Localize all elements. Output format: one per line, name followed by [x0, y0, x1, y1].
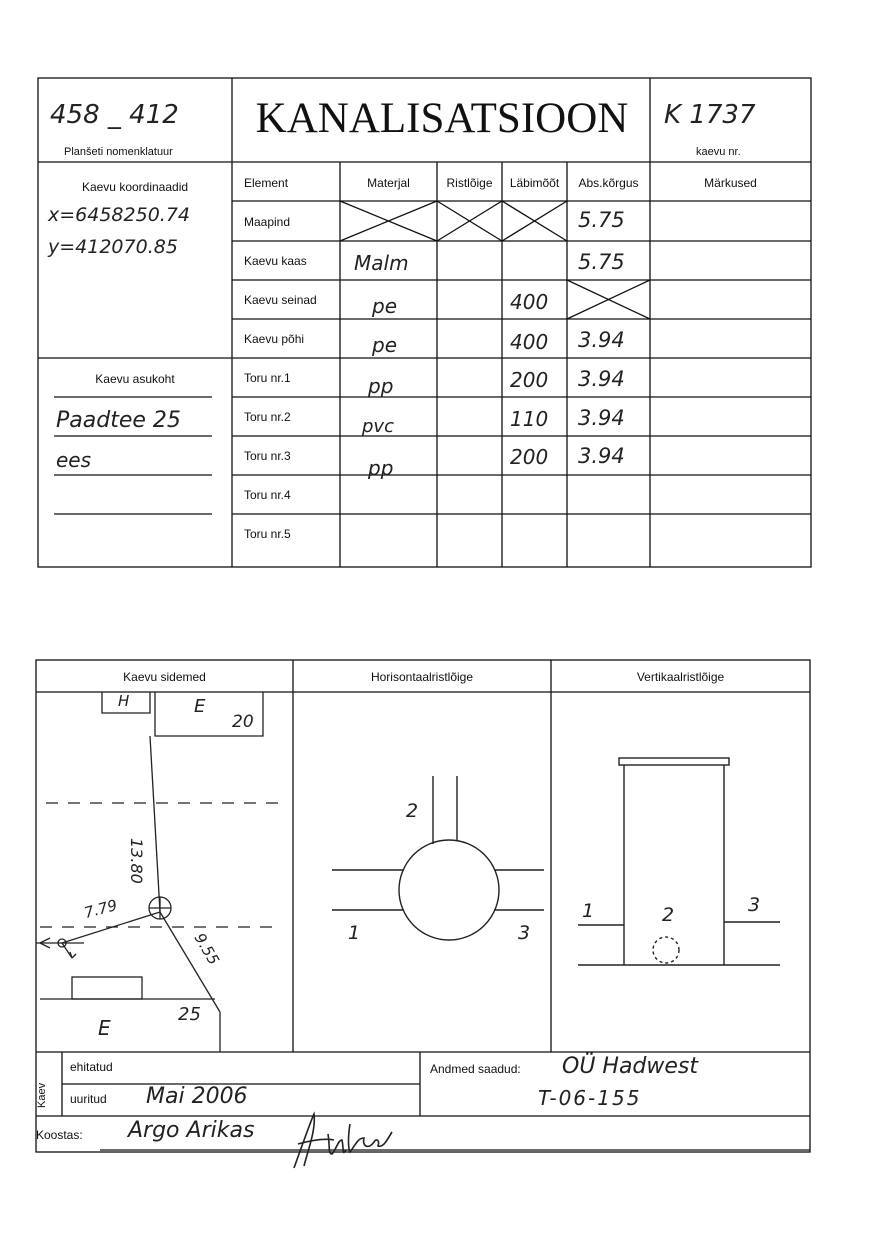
bottom-form-grid	[0, 640, 872, 1240]
cell-diameter: 200	[510, 368, 549, 392]
cell-material: pe	[372, 333, 397, 357]
header-abs-height: Abs.kõrgus	[578, 176, 639, 190]
horizontal-pipe-1: 1	[348, 922, 361, 944]
vertical-pipe-3: 3	[748, 894, 761, 916]
location-line-2: ees	[56, 448, 92, 472]
top-form-grid	[0, 0, 872, 600]
cell-material: pp	[368, 456, 394, 480]
header-notes: Märkused	[704, 176, 757, 190]
compiled-label: Koostas:	[36, 1128, 83, 1142]
sketch-number-20: 20	[232, 712, 254, 732]
surveyed-label: uuritud	[70, 1092, 107, 1106]
location-label: Kaevu asukoht	[95, 372, 175, 386]
cell-material: pvc	[362, 416, 394, 437]
cell-abs-height: 5.75	[578, 250, 625, 274]
cell-abs-height: 3.94	[578, 406, 625, 430]
row-element-label: Toru nr.3	[244, 449, 291, 463]
row-element-label: Toru nr.4	[244, 488, 291, 502]
panel-vertical-title: Vertikaalristlõige	[636, 670, 725, 684]
header-diameter: Läbimõõt	[509, 176, 560, 190]
sketch-building-e-top: E	[194, 696, 206, 717]
cell-abs-height: 3.94	[578, 367, 625, 391]
kaev-label: Kaev	[36, 1082, 48, 1108]
row-element-label: Toru nr.1	[244, 371, 291, 385]
header-cross-section: Ristlõige	[446, 176, 493, 190]
row-element-label: Kaevu kaas	[244, 254, 307, 268]
sketch-building-h: H	[118, 692, 130, 710]
panel-horizontal-title: Horisontaalristlõige	[370, 670, 474, 684]
data-source-label: Andmed saadud:	[430, 1062, 521, 1076]
row-element-label: Toru nr.5	[244, 527, 291, 541]
form-title: KANALISATSIOON	[255, 95, 629, 142]
horizontal-pipe-2: 2	[406, 800, 419, 822]
sketch-building-e-bottom: E	[98, 1016, 111, 1040]
horizontal-section-drawing	[332, 776, 544, 940]
coord-x: x=6458250.74	[48, 204, 190, 226]
row-element-label: Maapind	[244, 215, 291, 229]
cell-diameter: 400	[510, 290, 549, 314]
row-element-label: Kaevu seinad	[244, 293, 317, 307]
compiled-value: Argo Arikas	[128, 1118, 255, 1143]
row-element-label: Toru nr.2	[244, 410, 291, 424]
plan-nomenclature-value: 458 _ 412	[50, 100, 179, 130]
sketch-dist-1380: 13.80	[127, 838, 146, 884]
surveyed-value: Mai 2006	[146, 1084, 248, 1109]
built-label: ehitatud	[70, 1060, 113, 1074]
cell-abs-height: 3.94	[578, 328, 625, 352]
cell-material: Malm	[354, 251, 409, 275]
sketch-dist-955: 9.55	[190, 930, 223, 968]
well-number-value: K 1737	[664, 100, 756, 130]
cell-abs-height: 5.75	[578, 208, 625, 232]
panel-site-ties-title: Kaevu sidemed	[123, 670, 206, 684]
cell-material: pp	[368, 374, 394, 398]
vertical-section-drawing	[578, 758, 780, 965]
sketch-number-25: 25	[178, 1004, 201, 1025]
vertical-pipe-2: 2	[662, 904, 675, 926]
cell-diameter: 400	[510, 330, 549, 354]
coords-label: Kaevu koordinaadid	[81, 180, 189, 194]
data-source-ref: T-06-155	[538, 1086, 642, 1110]
signature-scribble	[284, 1110, 404, 1176]
data-source-value: OÜ Hadwest	[562, 1054, 699, 1079]
cell-material: pe	[372, 294, 397, 318]
site-ties-sketch	[36, 692, 280, 1052]
plan-nomenclature-label: Planšeti nomenklatuur	[64, 146, 173, 158]
well-number-label: kaevu nr.	[696, 146, 741, 158]
cell-diameter: 200	[510, 445, 549, 469]
header-element: Element	[244, 176, 289, 190]
header-material: Materjal	[367, 176, 410, 190]
cell-diameter: 110	[510, 407, 549, 431]
vertical-pipe-1: 1	[582, 900, 595, 922]
sketch-dist-779: 7.79	[82, 895, 120, 923]
cell-abs-height: 3.94	[578, 444, 625, 468]
row-element-label: Kaevu põhi	[244, 332, 305, 346]
location-line-1: Paadtee 25	[56, 408, 181, 433]
horizontal-pipe-3: 3	[518, 922, 531, 944]
coord-y: y=412070.85	[48, 236, 178, 258]
